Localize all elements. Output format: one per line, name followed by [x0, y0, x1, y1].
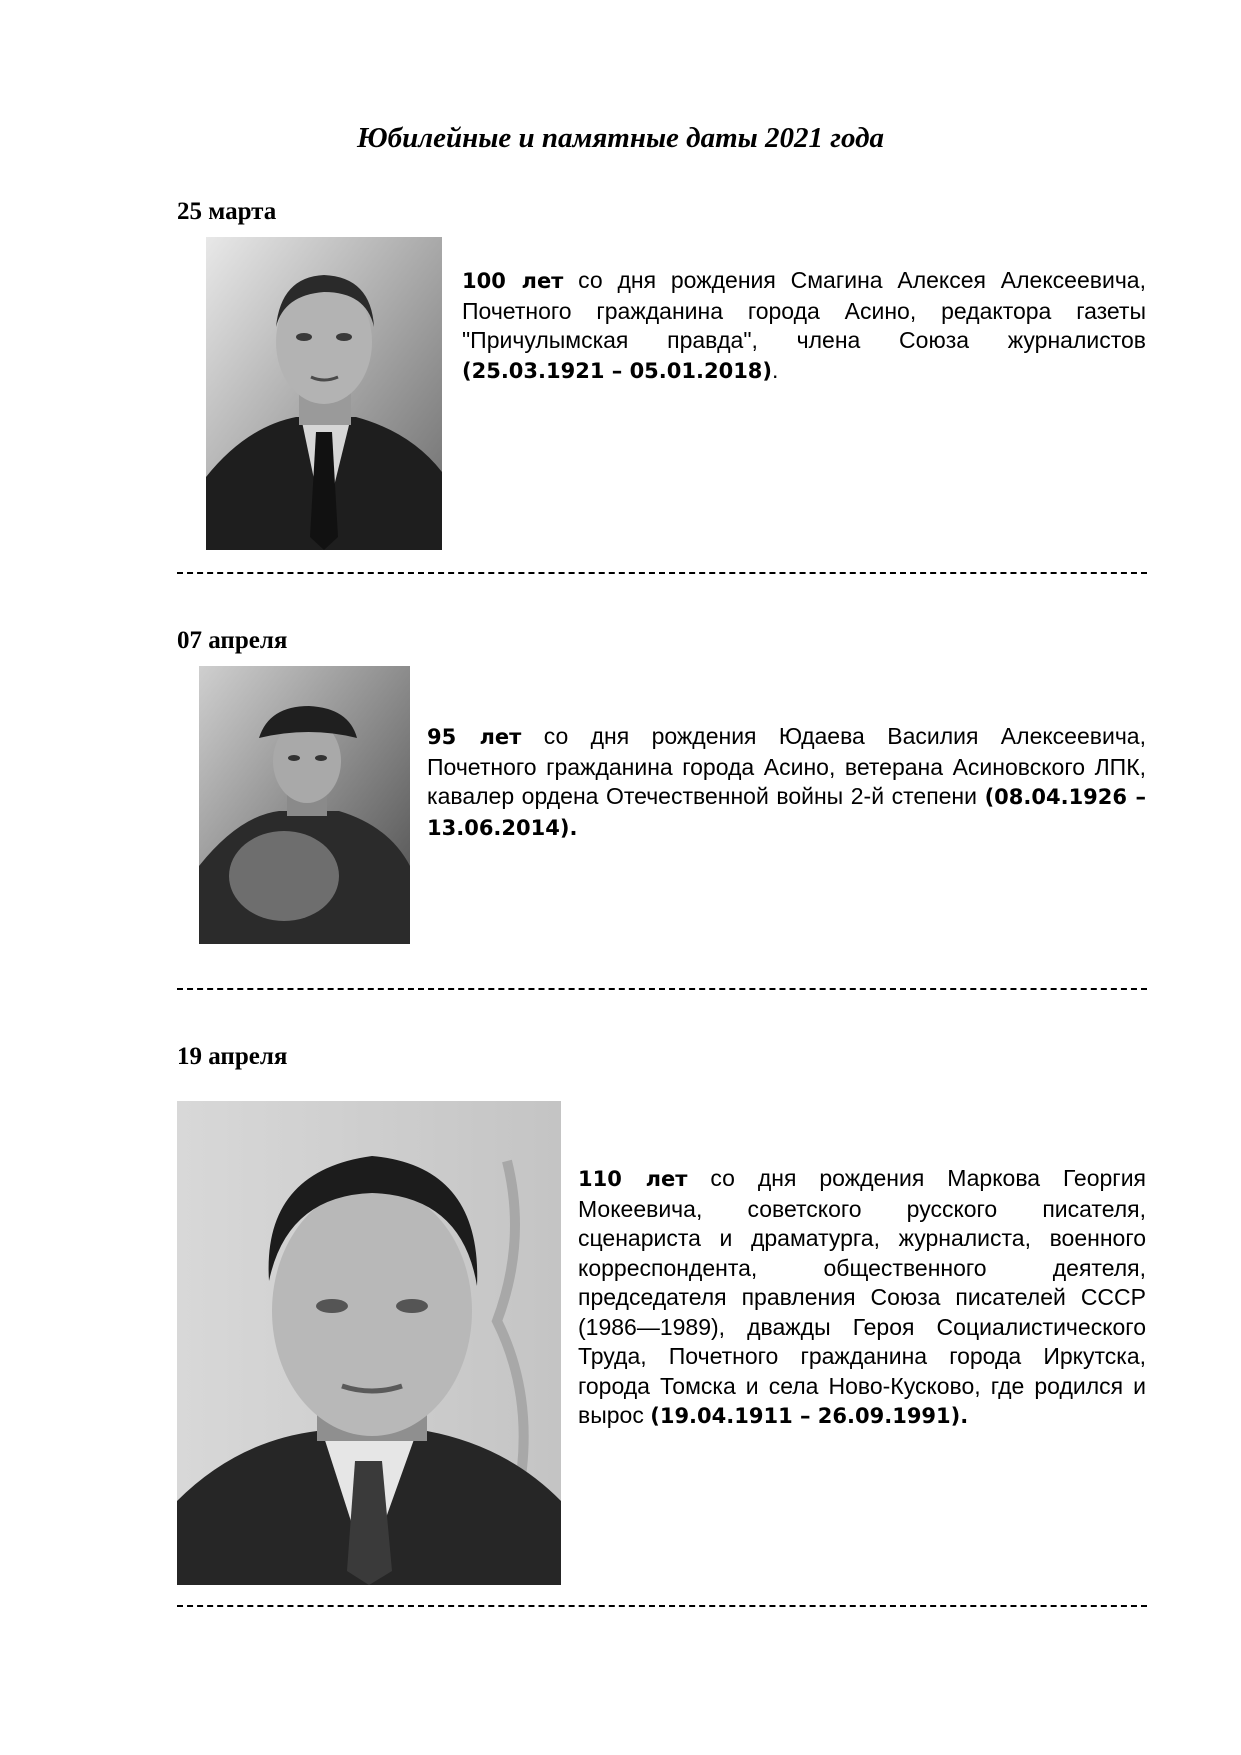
life-dates: (08.04.1926 – 13.06.2014).	[427, 785, 1146, 840]
anniversary-years: 110 лет	[578, 1167, 688, 1191]
portrait-photo	[177, 1101, 561, 1585]
date-heading: 19 апреля	[177, 1043, 288, 1070]
dashed-divider	[177, 572, 1147, 574]
dashed-divider	[177, 1605, 1147, 1607]
portrait-photo	[199, 666, 410, 944]
life-dates: (19.04.1911 – 26.09.1991).	[650, 1404, 969, 1428]
anniversary-description	[462, 266, 1146, 386]
date-heading: 07 апреля	[177, 627, 288, 654]
portrait-photo	[206, 237, 442, 550]
anniversary-description	[578, 1164, 1146, 1432]
description-text: со дня рождения Смагина Алексея Алексеевича, Почетного гражданина города Асино, редактора газеты "Причулымская правда", члена Союза журналистов	[462, 267, 1146, 353]
anniversary-years: 100 лет	[462, 269, 564, 293]
date-heading: 25 марта	[177, 198, 277, 225]
description-text: со дня рождения Маркова Георгия Мокеевича, советского русского писателя, сценариста и драматурга, журналиста, военного корреспондента, общественного деятеля, председателя правления Союза писателей СССР (1986—1989), дважды Героя Социалистического Труда, Почетного гражданина города Иркутска, города Томска и села Ново-Кусково, где родился и вырос	[578, 1165, 1146, 1428]
description-tail: .	[772, 356, 779, 383]
anniversary-description	[427, 722, 1146, 843]
life-dates: (25.03.1921 – 05.01.2018)	[462, 358, 773, 383]
page-title: Юбилейные и памятные даты 2021 года	[357, 122, 884, 154]
dashed-divider	[177, 988, 1147, 990]
description-text: со дня рождения Юдаева Василия Алексеевича, Почетного гражданина города Асино, ветерана Асиновского ЛПК, кавалер ордена Отечественной войны 2-й степени	[427, 723, 1146, 809]
anniversary-years: 95 лет	[427, 725, 522, 749]
